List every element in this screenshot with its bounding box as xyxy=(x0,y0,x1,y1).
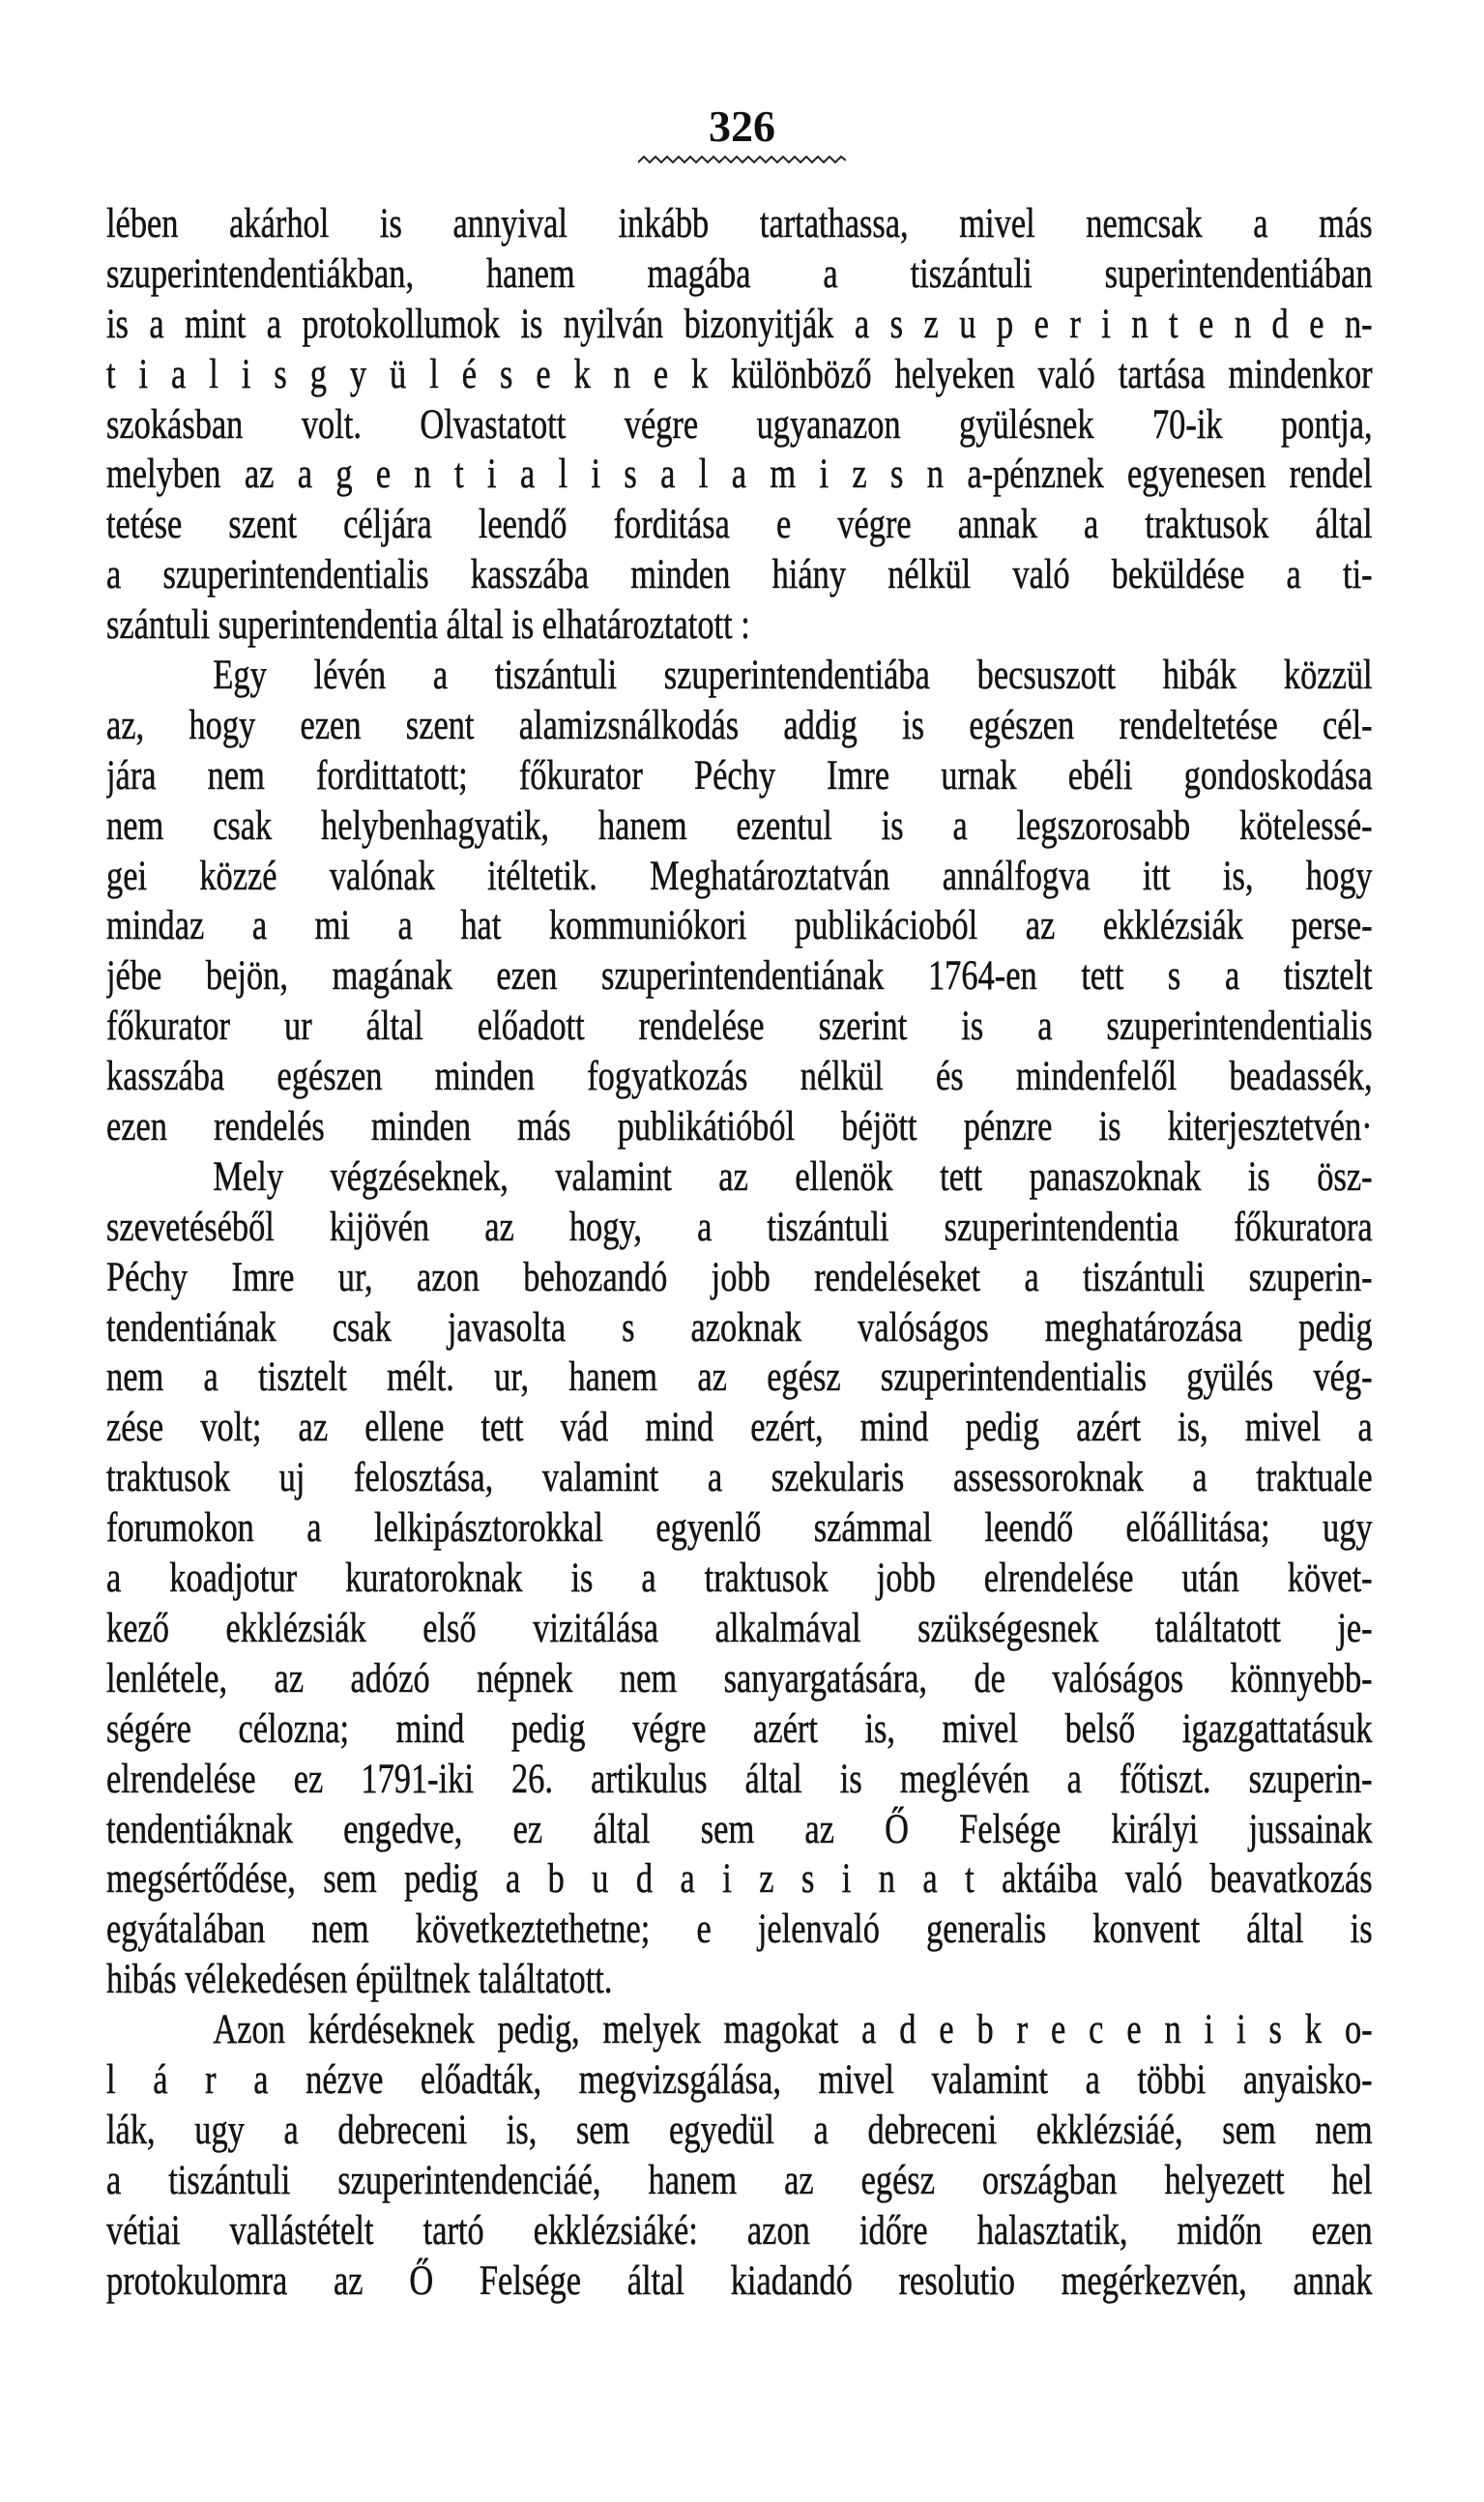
text-line: a koadjotur kuratoroknak is a traktusok jobb elrendelése után követ- xyxy=(106,1556,1373,1602)
text-line: a szuperintendentialis kasszába minden hiány nélkül való beküldése a ti- xyxy=(106,552,1373,598)
text-line: jára nem fordittatott; főkurator Péchy Imre urnak ebéli gondoskodása xyxy=(106,752,1373,799)
text-line: Mely végzéseknek, valamint az ellenök tett panaszoknak is ösz- xyxy=(213,1153,1373,1200)
text-line: gei közzé valónak itéltetik. Meghatároztatván annálfogva itt is, hogy xyxy=(106,853,1373,899)
text-line: az, hogy ezen szent alamizsnálkodás addig is egészen rendeltetése cél- xyxy=(106,702,1373,748)
text-line: lák, ugy a debreceni is, sem egyedül a debreceni ekklézsiáé, sem nem xyxy=(106,2107,1373,2153)
text-line: mindaz a mi a hat kommuniókori publikácioból az ekklézsiák perse- xyxy=(106,903,1373,949)
text-line: nem csak helybenhagyatik, hanem ezentul is a legszorosabb kötelessé- xyxy=(106,802,1373,849)
text-line: ezen rendelés minden más publikátióból béjött pénzre is kiterjesztetvén· xyxy=(106,1104,1373,1150)
text-line: Egy lévén a tiszántuli szuperintendentiába becsuszott hibák közzül xyxy=(213,653,1373,699)
text-line: l á r a nézve előadták, megvizsgálása, mivel valamint a többi anyaisko- xyxy=(106,2056,1373,2103)
text-line: ségére célozna; mind pedig végre azért is, mivel belső igazgattatásuk xyxy=(106,1705,1373,1752)
text-line: egyátalában nem következtethetne; e jelenvaló generalis konvent által is xyxy=(106,1906,1373,1953)
text-line: tendentiáknak engedve, ez által sem az Ő Felsége királyi jussainak xyxy=(106,1806,1373,1852)
text-line: kező ekklézsiák első vizitálása alkalmával szükségesnek találtatott je- xyxy=(106,1605,1373,1651)
text-line: is a mint a protokollumok is nyilván bizonyitják a s z u p e r i n t e n d e n- xyxy=(106,301,1373,347)
text-line: elrendelése ez 1791-iki 26. artikulus által is meglévén a főtiszt. szuperin- xyxy=(106,1756,1373,1802)
text-line: jébe bejön, magának ezen szuperintendentiának 1764-en tett s a tisztelt xyxy=(106,953,1373,1000)
text-line: traktusok uj felosztása, valamint a szekularis assessoroknak a traktuale xyxy=(106,1455,1373,1501)
text-line: tetése szent céljára leendő forditása e végre annak a traktusok által xyxy=(106,502,1373,548)
text-line: megsértődése, sem pedig a b u d a i z s i n a t aktáiba való beavatkozás xyxy=(106,1856,1373,1903)
text-line: hibás vélekedésen épültnek találtatott. xyxy=(106,1957,613,2003)
text-line: szuperintendentiákban, hanem magába a tiszántuli superintendentiában xyxy=(106,250,1373,297)
text-line: forumokon a lelkipásztorokkal egyenlő számmal leendő előállitása; ugy xyxy=(106,1505,1373,1552)
body-text xyxy=(106,199,1373,2306)
text-line: szokásban volt. Olvastatott végre ugyanazon gyülésnek 70-ik pontja, xyxy=(106,401,1373,448)
text-line: vétiai vallástételt tartó ekklézsiáké: azon időre halasztatik, midőn ezen xyxy=(106,2207,1373,2254)
text-line: főkurator ur által előadott rendelése szerint is a szuperintendentialis xyxy=(106,1004,1373,1050)
text-line: t i a l i s g y ü l é s e k n e k különböző helyeken való tartása mindenkor xyxy=(106,351,1373,397)
text-line: szevetéséből kijövén az hogy, a tiszántuli szuperintendentia főkuratora xyxy=(106,1204,1373,1250)
text-line: zése volt; az ellene tett vád mind ezért, mind pedig azért is, mivel a xyxy=(106,1405,1373,1451)
text-line: Péchy Imre ur, azon behozandó jobb rendeléseket a tiszántuli szuperin- xyxy=(106,1254,1373,1300)
text-line: tendentiának csak javasolta s azoknak valóságos meghatározása pedig xyxy=(106,1304,1373,1351)
text-line: a tiszántuli szuperintendenciáé, hanem az egész országban helyezett hel xyxy=(106,2157,1373,2203)
text-line: kasszába egészen minden fogyatkozás nélkül és mindenfelől beadassék, xyxy=(106,1054,1373,1100)
wavy-rule-ornament xyxy=(638,153,846,168)
text-line: melyben az a g e n t i a l i s a l a m i z s n a-pénznek egyenesen rendel xyxy=(106,451,1373,498)
text-line: lenlétele, az adózó népnek nem sanyargatására, de valóságos könnyebb- xyxy=(106,1655,1373,1702)
text-line: lében akárhol is annyival inkább tartathassa, mivel nemcsak a más xyxy=(106,201,1373,247)
text-line: nem a tisztelt mélt. ur, hanem az egész szuperintendentialis gyülés vég- xyxy=(106,1354,1373,1401)
text-line: protokulomra az Ő Felsége által kiadandó resolutio megérkezvén, annak xyxy=(106,2257,1373,2304)
text-line: szántuli superintendentia által is elhatároztatott : xyxy=(106,602,750,649)
page-number: 326 xyxy=(709,102,775,151)
text-line: Azon kérdéseknek pedig, melyek magokat a d e b r e c e n i i s k o- xyxy=(213,2007,1373,2053)
